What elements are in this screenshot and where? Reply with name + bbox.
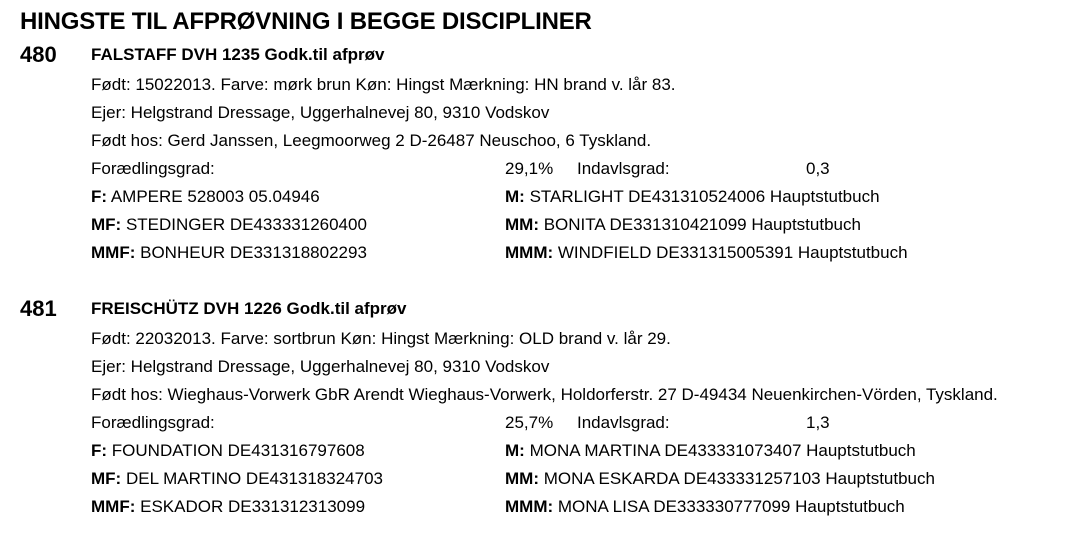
pedigree-mf <box>91 469 383 489</box>
horse-title: FALSTAFF DVH 1235 Godk.til afprøv <box>91 45 385 64</box>
pedigree-value: ESKADOR DE331312313099 <box>140 497 366 516</box>
entry-number: 481 <box>20 296 57 321</box>
pedigree-m <box>505 187 880 207</box>
pedigree-label: MMM: <box>505 497 554 516</box>
horse-title: FREISCHÜTZ DVH 1226 Godk.til afprøv <box>91 299 407 318</box>
pedigree-value: DEL MARTINO DE431318324703 <box>125 469 383 488</box>
pedigree-f <box>91 187 320 207</box>
bred-by-line: Født hos: Wieghaus-Vorwerk GbR Arendt Wieghaus-Vorwerk, Holdorferstr. 27 D-49434 Neuenkirchen-Vörden, Tyskland. <box>91 385 998 404</box>
pedigree-label: MMF: <box>91 497 136 516</box>
foraedling-value: 25,7% <box>505 413 554 432</box>
pedigree-label: M: <box>505 187 525 206</box>
pedigree-mmf <box>91 497 365 517</box>
page-heading: HINGSTE TIL AFPRØVNING I BEGGE DISCIPLINER <box>20 8 592 35</box>
indavl-label: Indavlsgrad: <box>577 413 670 432</box>
pedigree-mf <box>91 215 367 235</box>
pedigree-value: MONA ESKARDA DE433331257103 Hauptstutbuch <box>543 469 935 488</box>
indavl-label: Indavlsgrad: <box>577 159 670 178</box>
pedigree-value: MONA LISA DE333330777099 Hauptstutbuch <box>557 497 905 516</box>
pedigree-label: MMM: <box>505 243 554 262</box>
owner-line: Ejer: Helgstrand Dressage, Uggerhalnevej 80, 9310 Vodskov <box>91 103 550 122</box>
pedigree-mm <box>505 469 935 489</box>
foraedling-label: Forædlingsgrad: <box>91 413 215 432</box>
owner-line: Ejer: Helgstrand Dressage, Uggerhalnevej 80, 9310 Vodskov <box>91 357 550 376</box>
indavl-value: 0,3 <box>806 159 830 178</box>
pedigree-mmm <box>505 243 908 263</box>
indavl-value: 1,3 <box>806 413 830 432</box>
pedigree-value: FOUNDATION DE431316797608 <box>111 441 365 460</box>
pedigree-label: M: <box>505 441 525 460</box>
pedigree-label: MMF: <box>91 243 136 262</box>
pedigree-f <box>91 441 365 461</box>
pedigree-m <box>505 441 916 461</box>
pedigree-value: MONA MARTINA DE433331073407 Hauptstutbuch <box>529 441 916 460</box>
pedigree-label: MM: <box>505 469 539 488</box>
born-line: Født: 22032013. Farve: sortbrun Køn: Hingst Mærkning: OLD brand v. lår 29. <box>91 329 671 348</box>
pedigree-label: F: <box>91 187 108 206</box>
foraedling-value: 29,1% <box>505 159 554 178</box>
pedigree-value: BONHEUR DE331318802293 <box>140 243 367 262</box>
pedigree-label: MM: <box>505 215 539 234</box>
pedigree-value: STEDINGER DE433331260400 <box>125 215 367 234</box>
pedigree-value: AMPERE 528003 05.04946 <box>110 187 320 206</box>
pedigree-label: MF: <box>91 469 122 488</box>
pedigree-label: F: <box>91 441 108 460</box>
foraedling-label: Forædlingsgrad: <box>91 159 215 178</box>
pedigree-value: WINDFIELD DE331315005391 Hauptstutbuch <box>557 243 908 262</box>
bred-by-line: Født hos: Gerd Janssen, Leegmoorweg 2 D-26487 Neuschoo, 6 Tyskland. <box>91 131 652 150</box>
entry-number: 480 <box>20 42 57 67</box>
pedigree-mmm <box>505 497 905 517</box>
pedigree-value: STARLIGHT DE431310524006 Hauptstutbuch <box>529 187 880 206</box>
pedigree-value: BONITA DE331310421099 Hauptstutbuch <box>543 215 861 234</box>
pedigree-mmf <box>91 243 367 263</box>
born-line: Født: 15022013. Farve: mørk brun Køn: Hingst Mærkning: HN brand v. lår 83. <box>91 75 676 94</box>
pedigree-label: MF: <box>91 215 122 234</box>
pedigree-mm <box>505 215 861 235</box>
